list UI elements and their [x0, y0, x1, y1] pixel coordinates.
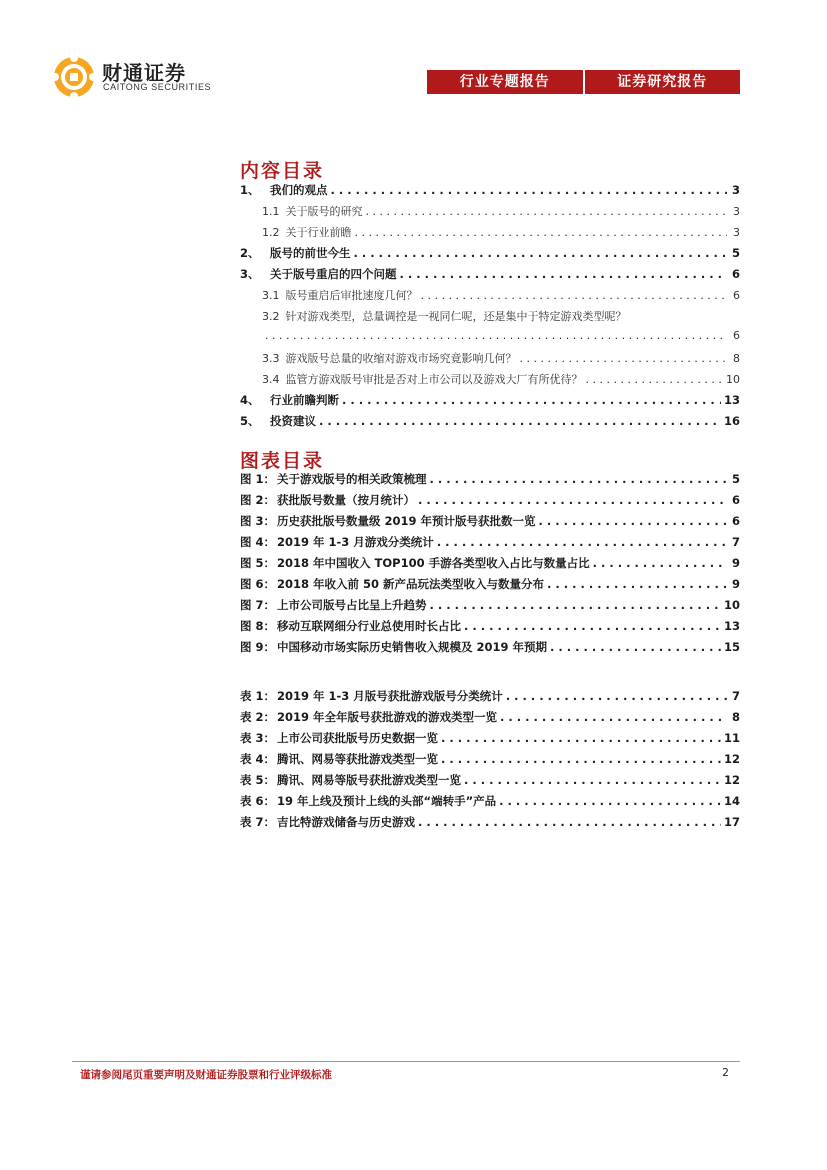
table-text: 2019 年全年版号获批游戏的游戏类型一览: [277, 710, 498, 724]
figure-page: 7: [731, 535, 740, 549]
entry-number: 3.2: [262, 310, 280, 323]
toc-title: 内容目录: [240, 160, 325, 182]
logo-chinese-name: 财通证券: [102, 61, 186, 85]
leader-dots: [539, 514, 727, 528]
table-text: 吉比特游戏储备与历史游戏: [277, 815, 416, 829]
entry-number: 3、: [240, 267, 260, 281]
table-label: 表 4：: [240, 752, 276, 766]
figure-label: 图 4：: [240, 535, 276, 549]
figure-page: 13: [723, 619, 740, 633]
toc-list: [240, 182, 740, 434]
entry-text: 行业前瞻判断: [270, 393, 339, 407]
figure-label: 图 2：: [240, 493, 276, 507]
page-number: 2: [722, 1066, 729, 1079]
entry-text: 游戏版号总量的收缩对游戏市场究竟影响几何？: [285, 352, 517, 365]
toc-entry[interactable]: [240, 371, 740, 392]
table-page: 7: [731, 689, 740, 703]
report-type-banner: [427, 70, 740, 94]
figure-text: 关于游戏版号的相关政策梳理: [277, 472, 427, 486]
figures-title: 图表目录: [240, 450, 325, 472]
entry-text: 我们的观点: [270, 183, 328, 197]
entry-number: 1.1: [262, 205, 280, 218]
entry-text: 关于版号重启的四个问题: [270, 267, 397, 281]
leader-dots: [430, 598, 721, 612]
figure-text: 2019 年 1-3 月游戏分类统计: [277, 535, 434, 549]
figure-page: 15: [723, 640, 740, 654]
toc-entry[interactable]: [240, 555, 740, 576]
table-label: 表 7：: [240, 815, 276, 829]
figure-label: 图 1：: [240, 472, 276, 486]
leader-dots: [265, 329, 727, 342]
table-label: 表 6：: [240, 794, 276, 808]
entry-page: 6: [733, 329, 740, 342]
figure-text: 2018 年中国收入 TOP100 手游各类型收入占比与数量占比: [277, 556, 590, 570]
entry-text: 关于版号的研究: [285, 205, 363, 218]
leader-dots: [355, 226, 728, 239]
figure-label: 图 8：: [240, 619, 276, 633]
table-page: 17: [723, 815, 740, 829]
table-page: 12: [723, 752, 740, 766]
leader-dots: [441, 752, 721, 766]
leader-dots: [499, 794, 721, 808]
toc-entry[interactable]: [240, 266, 740, 287]
toc-entry[interactable]: [240, 203, 740, 224]
entry-page: 3: [731, 183, 740, 197]
figure-text: 获批版号数量（按月统计）: [277, 493, 416, 507]
toc-entry[interactable]: [240, 413, 740, 434]
entry-page: 5: [731, 246, 740, 260]
figure-label: 图 5：: [240, 556, 276, 570]
tables-list: [240, 688, 740, 835]
toc-entry[interactable]: [240, 492, 740, 513]
figure-page: 6: [731, 493, 740, 507]
leader-dots: [464, 773, 721, 787]
figure-page: 9: [731, 577, 740, 591]
toc-entry[interactable]: [240, 772, 740, 793]
table-text: 腾讯、网易等获批游戏类型一览: [277, 752, 439, 766]
entry-page: 6: [731, 267, 740, 281]
entry-number: 3.4: [262, 373, 280, 386]
toc-entry[interactable]: [240, 392, 740, 413]
entry-text: 关于行业前瞻: [285, 226, 352, 239]
leader-dots: [547, 577, 727, 591]
figure-page: 9: [731, 556, 740, 570]
leader-dots: [421, 289, 728, 302]
footer-divider: [72, 1061, 740, 1062]
toc-entry[interactable]: [240, 576, 740, 597]
entry-page: 13: [723, 393, 740, 407]
leader-dots: [366, 205, 728, 218]
table-page: 12: [723, 773, 740, 787]
toc-entry[interactable]: [240, 308, 740, 329]
leader-dots: [520, 352, 728, 365]
leader-dots: [437, 535, 727, 549]
figure-text: 中国移动市场实际历史销售收入规模及 2019 年预期: [277, 640, 548, 654]
entry-number: 4、: [240, 393, 260, 407]
table-text: 2019 年 1-3 月版号获批游戏版号分类统计: [277, 689, 503, 703]
figures-list: [240, 471, 740, 660]
industry-report-tag: 行业专题报告: [459, 74, 550, 90]
toc-entry[interactable]: [240, 245, 740, 266]
figure-page: 5: [731, 472, 740, 486]
table-label: 表 1：: [240, 689, 276, 703]
entry-page: 3: [733, 226, 740, 239]
caitong-logo-icon: [52, 55, 96, 99]
entry-number: 5、: [240, 414, 260, 428]
entry-page: 10: [726, 373, 740, 386]
entry-number: 3.1: [262, 289, 280, 302]
table-label: 表 2：: [240, 710, 276, 724]
leader-dots: [400, 267, 728, 281]
toc-entry[interactable]: [240, 182, 740, 203]
entry-number: 1、: [240, 183, 260, 197]
figure-label: 图 9：: [240, 640, 276, 654]
toc-entry[interactable]: [240, 471, 740, 492]
table-page: 8: [731, 710, 740, 724]
entry-text: 版号的前世今生: [270, 246, 351, 260]
toc-entry[interactable]: [240, 350, 740, 371]
table-text: 19 年上线及预计上线的头部“端转手”产品: [277, 794, 497, 808]
figure-label: 图 6：: [240, 577, 276, 591]
toc-entry[interactable]: [240, 793, 740, 814]
entry-number: 3.3: [262, 352, 280, 365]
table-label: 表 3：: [240, 731, 276, 745]
leader-dots: [500, 710, 727, 724]
toc-entry[interactable]: [240, 730, 740, 751]
toc-entry[interactable]: [240, 287, 740, 308]
toc-entry[interactable]: [240, 329, 740, 350]
toc-entry[interactable]: [240, 224, 740, 245]
entry-number: 1.2: [262, 226, 280, 239]
leader-dots: [418, 815, 721, 829]
toc-entry[interactable]: [240, 814, 740, 835]
table-text: 腾讯、网易等版号获批游戏类型一览: [277, 773, 462, 787]
footer-disclaimer: 谨请参阅尾页重要声明及财通证券股票和行业评级标准: [80, 1069, 332, 1081]
entry-number: 2、: [240, 246, 260, 260]
entry-text: 针对游戏类型，总量调控是一视同仁呢，还是集中于特定游戏类型呢？: [285, 310, 627, 323]
toc-entry[interactable]: [240, 618, 740, 639]
leader-dots: [550, 640, 721, 654]
logo-english-name: CAITONG SECURITIES: [103, 82, 212, 92]
toc-entry[interactable]: [240, 688, 740, 709]
table-page: 14: [723, 794, 740, 808]
toc-entry[interactable]: [240, 534, 740, 555]
figure-text: 上市公司版号占比呈上升趋势: [277, 598, 427, 612]
entry-page: 8: [733, 352, 740, 365]
table-label: 表 5：: [240, 773, 276, 787]
leader-dots: [418, 493, 727, 507]
leader-dots: [430, 472, 727, 486]
entry-page: 16: [723, 414, 740, 428]
table-page: 11: [723, 731, 740, 745]
leader-dots: [319, 414, 721, 428]
figure-text: 移动互联网细分行业总使用时长占比: [277, 619, 462, 633]
toc-entry[interactable]: [240, 597, 740, 618]
figure-label: 图 7：: [240, 598, 276, 612]
leader-dots: [464, 619, 721, 633]
leader-dots: [342, 393, 721, 407]
figure-page: 10: [723, 598, 740, 612]
leader-dots: [506, 689, 727, 703]
research-report-tag: 证券研究报告: [617, 74, 708, 90]
leader-dots: [593, 556, 727, 570]
leader-dots: [354, 246, 728, 260]
entry-page: 6: [733, 289, 740, 302]
figure-text: 2018 年收入前 50 新产品玩法类型收入与数量分布: [277, 577, 545, 591]
leader-dots: [441, 731, 721, 745]
entry-text: 投资建议: [270, 414, 316, 428]
table-text: 上市公司获批版号历史数据一览: [277, 731, 439, 745]
figure-label: 图 3：: [240, 514, 276, 528]
entry-page: 3: [733, 205, 740, 218]
toc-entry[interactable]: [240, 751, 740, 772]
figure-page: 6: [731, 514, 740, 528]
leader-dots: [331, 183, 728, 197]
company-logo: [52, 55, 232, 99]
leader-dots: [586, 373, 724, 386]
entry-text: 监管方游戏版号审批是否对上市公司以及游戏大厂有所优待？: [285, 373, 583, 386]
figure-text: 历史获批版号数量级 2019 年预计版号获批数一览: [277, 514, 536, 528]
toc-entry[interactable]: [240, 639, 740, 660]
toc-entry[interactable]: [240, 709, 740, 730]
entry-text: 版号重启后审批速度几何？: [285, 289, 418, 302]
toc-entry[interactable]: [240, 513, 740, 534]
